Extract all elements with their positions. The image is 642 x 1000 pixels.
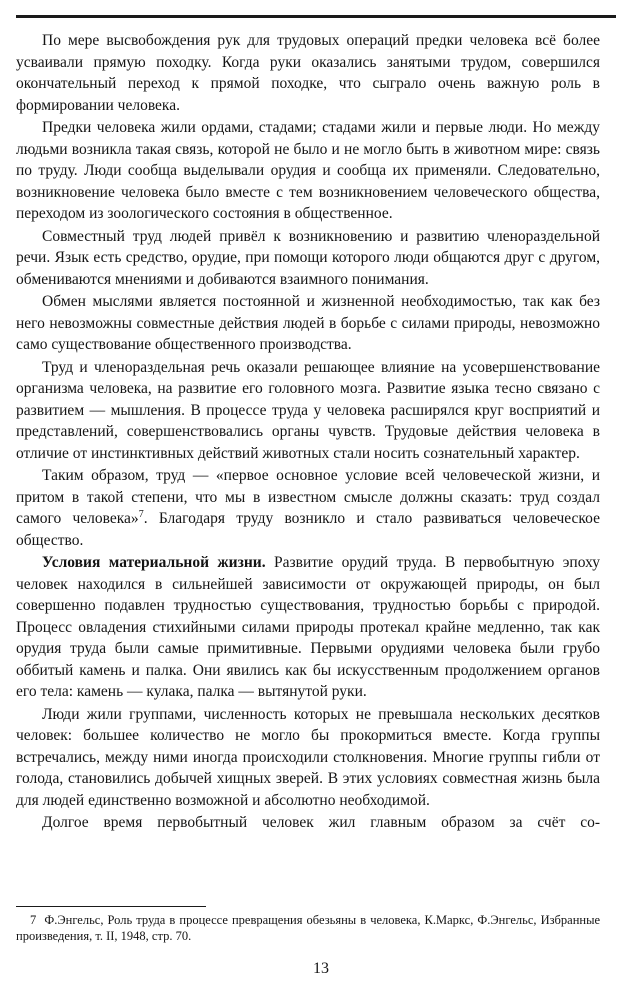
page-number: 13 xyxy=(313,960,329,977)
paragraph: По мере высвобождения рук для трудовых операций предки человека всё более усваивали прямую походку. Когда руки оказались занятыми трудом, совершился окончательный переход к прямой походке, что сыграло очень важную роль в формировании человека. xyxy=(16,32,600,114)
paragraph: Люди жили группами, численность которых не превышала нескольких десятков человек: большее количество не могло бы прокормиться вместе. Когда группы встречались, между ними иногда происходили столкновения. Многие группы гибли от голода, становились добычей хищных зверей. В этих условиях совместная жизнь была для людей единственно возможной и абсолютно необходимой. xyxy=(16,705,600,809)
section-text: Развитие орудий труда. В первобытную эпоху человек находился в сильнейшей зависимости от окружающей природы, он был совершенно подавлен трудностью существования, трудностью борьбы с природой. Процесс овладения стихийными силами природы протекал крайне медленно, так как орудия труда были самые примитивные. Первыми орудиями человека были грубо оббитый камень и палка. Они явились как бы искусственным продолжением органов его тела: камень — кулака, палка — вытянутой руки. xyxy=(16,554,600,700)
section-heading: Условия материальной жизни. xyxy=(42,554,266,571)
section-paragraph xyxy=(16,552,600,703)
footnote xyxy=(16,912,600,944)
paragraph: Долгое время первобытный человек жил главным образом за счёт со- xyxy=(42,814,600,831)
top-rule xyxy=(16,15,616,18)
quote-text: Таким образом, труд — «первое основное условие всей человеческой жизни, и притом в такой степени, что мы в известном смысле должны сказать: труд создал самого человека» xyxy=(16,467,600,527)
paragraph: Обмен мыслями является постоянной и жизненной необходимостью, так как без него невозможны совместные действия людей в борьбе с силами природы, невозможно само существование общественного производства. xyxy=(16,293,600,353)
footnote-ref[interactable]: 7 xyxy=(138,508,144,520)
paragraph: Совместный труд людей привёл к возникновению и развитию членораздельной речи. Язык есть средство, орудие, при помощи которого люди общаются друг с другом, обмениваются мнениями и добиваются взаимного понимания. xyxy=(16,227,600,288)
paragraph: Труд и членораздельная речь оказали решающее влияние на усовершенствование организма человека, на развитие его головного мозга. Развитие языка тесно связано с развитием — мышления. В процессе труда у человека расширялся круг восприятий и представлений, совершенствовались органы чувств. Трудовые действия человека в отличие от инстинктивных действий животных стали носить сознательный характер. xyxy=(16,358,600,462)
footnote-text: Ф.Энгельс, Роль труда в процессе превращения обезьяны в человека, К.Маркс, Ф.Энгельс, Избранные произведения, т. II, 1948, стр. 70. xyxy=(16,913,601,943)
body-text xyxy=(16,30,600,835)
quote-paragraph xyxy=(16,465,600,551)
paragraph: Предки человека жили ордами, стадами; стадами жили и первые люди. Но между людьми возникла такая связь, которой не было и не могло быть в животном мире: связь по труду. Люди сообща выделывали орудия и сообща их применяли. Следовательно, возникновение человека было вместе с тем возникновением человеческого общества, переходом из зоологического состояния в общественное. xyxy=(16,119,600,222)
quote-continuation: . Благодаря труду возникло и стало развиваться человеческое общество. xyxy=(16,510,600,549)
footnote-number: 7 xyxy=(30,913,37,927)
footnote-rule xyxy=(16,906,206,907)
